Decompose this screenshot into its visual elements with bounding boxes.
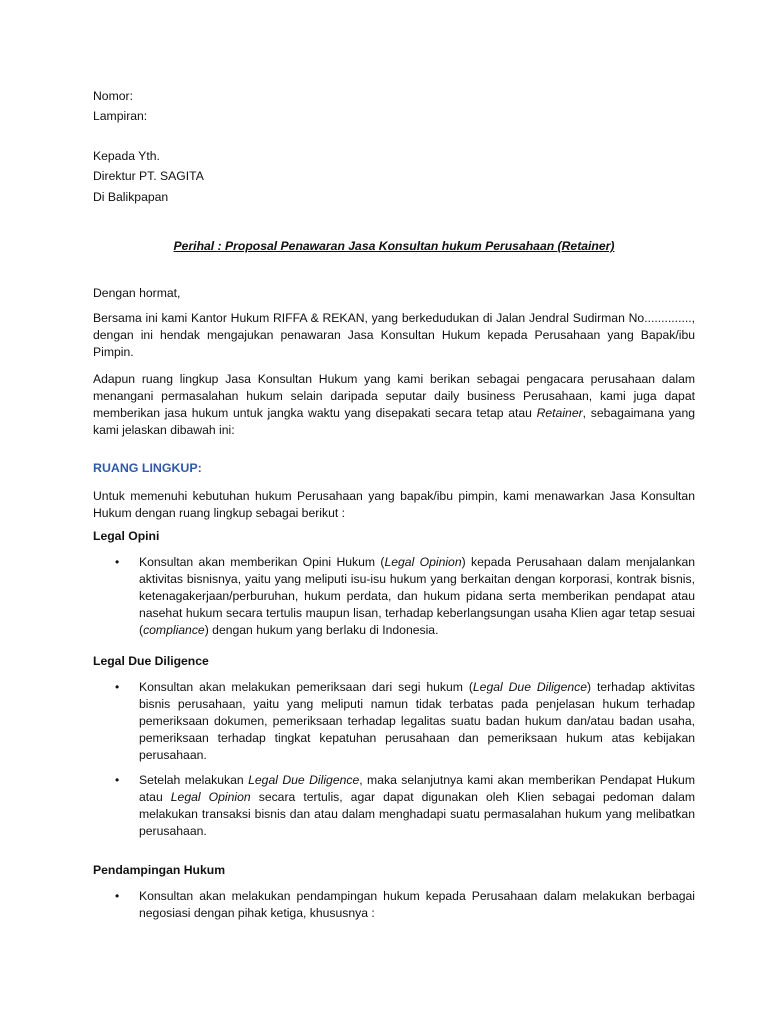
- bullet-text: Konsultan akan melakukan pemeriksaan dari segi hukum (Legal Due Diligence) terhadap aktivitas bisnis perusahaan, yaitu yang meliputi namun tidak terbatas pada penjelasan hukum terhadap pemeriksaan dokumen, pemeriksaan terhadap legalitas suatu badan hukum dan/atau badan usaha, pemeriksaan terhadap tingkat kepatuhan perusahaan dan pemeriksaan hukum atas kebijakan perusahaan.: [139, 680, 695, 762]
- bullet-icon: •: [115, 889, 120, 903]
- list-item: [93, 772, 695, 840]
- bullet-icon: •: [115, 680, 120, 694]
- greeting: Dengan hormat,: [93, 286, 181, 300]
- bullet-text: Konsultan akan melakukan pendampingan hukum kepada Perusahaan dalam melakukan berbagai negosiasi dengan pihak ketiga, khususnya :: [139, 889, 695, 920]
- recipient-line-1: Kepada Yth.: [93, 149, 160, 163]
- bullet-icon: •: [115, 773, 120, 787]
- paragraph-intro: Bersama ini kami Kantor Hukum RIFFA & REKAN, yang berkedudukan di Jalan Jendral Sudirman No.............., dengan ini hendak mengajukan penawaran Jasa Konsultan Hukum kepada Perusahaan yang Bapak/ibu Pimpin.: [93, 311, 695, 359]
- subject-title: Perihal : Proposal Penawaran Jasa Konsultan hukum Perusahaan (Retainer): [173, 239, 615, 253]
- scope-heading: RUANG LINGKUP:: [93, 461, 202, 475]
- nomor-line: Nomor:: [93, 89, 133, 103]
- recipient-line-2: Direktur PT. SAGITA: [93, 169, 204, 183]
- lampiran-line: Lampiran:: [93, 109, 148, 123]
- list-item: [93, 888, 695, 922]
- bullet-text: Setelah melakukan Legal Due Diligence, maka selanjutnya kami akan memberikan Pendapat Hukum atau Legal Opinion secara tertulis, agar dapat digunakan oleh Klien sebagai pedoman dalam melakukan transaksi bisnis dan atau dalam menghadapi suatu permasalahan hukum yang melibatkan perusahaan.: [139, 773, 696, 838]
- paragraph-scope: Adapun ruang lingkup Jasa Konsultan Hukum yang kami berikan sebagai pengacara perusahaan dalam menangani permasalahan hukum selain daripada seputar daily business Perusahaan, kami juga dapat memberikan jasa hukum untuk jangka waktu yang disepakati secara tetap atau Retainer, sebagaimana yang kami jelaskan dibawah ini:: [93, 372, 695, 437]
- list-item: [93, 679, 695, 764]
- section-title-due-diligence: Legal Due Diligence: [93, 654, 209, 668]
- bullet-text: Konsultan akan memberikan Opini Hukum (Legal Opinion) kepada Perusahaan dalam menjalankan aktivitas bisnisnya, yaitu yang meliputi isu-isu hukum yang berkaitan dengan korporasi, kontrak bisnis, ketenagakerjaan/perburuhan, hukum perdata, dan hukum pidana serta memberikan pendapat atau nasehat hukum secara tertulis maupun lisan, terhadap keberlangsungan usaha Klien agar tetap sesuai (compliance) dengan hukum yang berlaku di Indonesia.: [139, 555, 695, 637]
- bullet-icon: •: [115, 555, 120, 569]
- recipient-line-3: Di Balikpapan: [93, 190, 169, 204]
- list-item: [93, 554, 695, 639]
- section-title-pendampingan: Pendampingan Hukum: [93, 863, 226, 877]
- section-title-legal-opini: Legal Opini: [93, 529, 160, 543]
- scope-intro: Untuk memenuhi kebutuhan hukum Perusahaan yang bapak/ibu pimpin, kami menawarkan Jasa Konsultan Hukum dengan ruang lingkup sebagai berikut :: [93, 489, 695, 520]
